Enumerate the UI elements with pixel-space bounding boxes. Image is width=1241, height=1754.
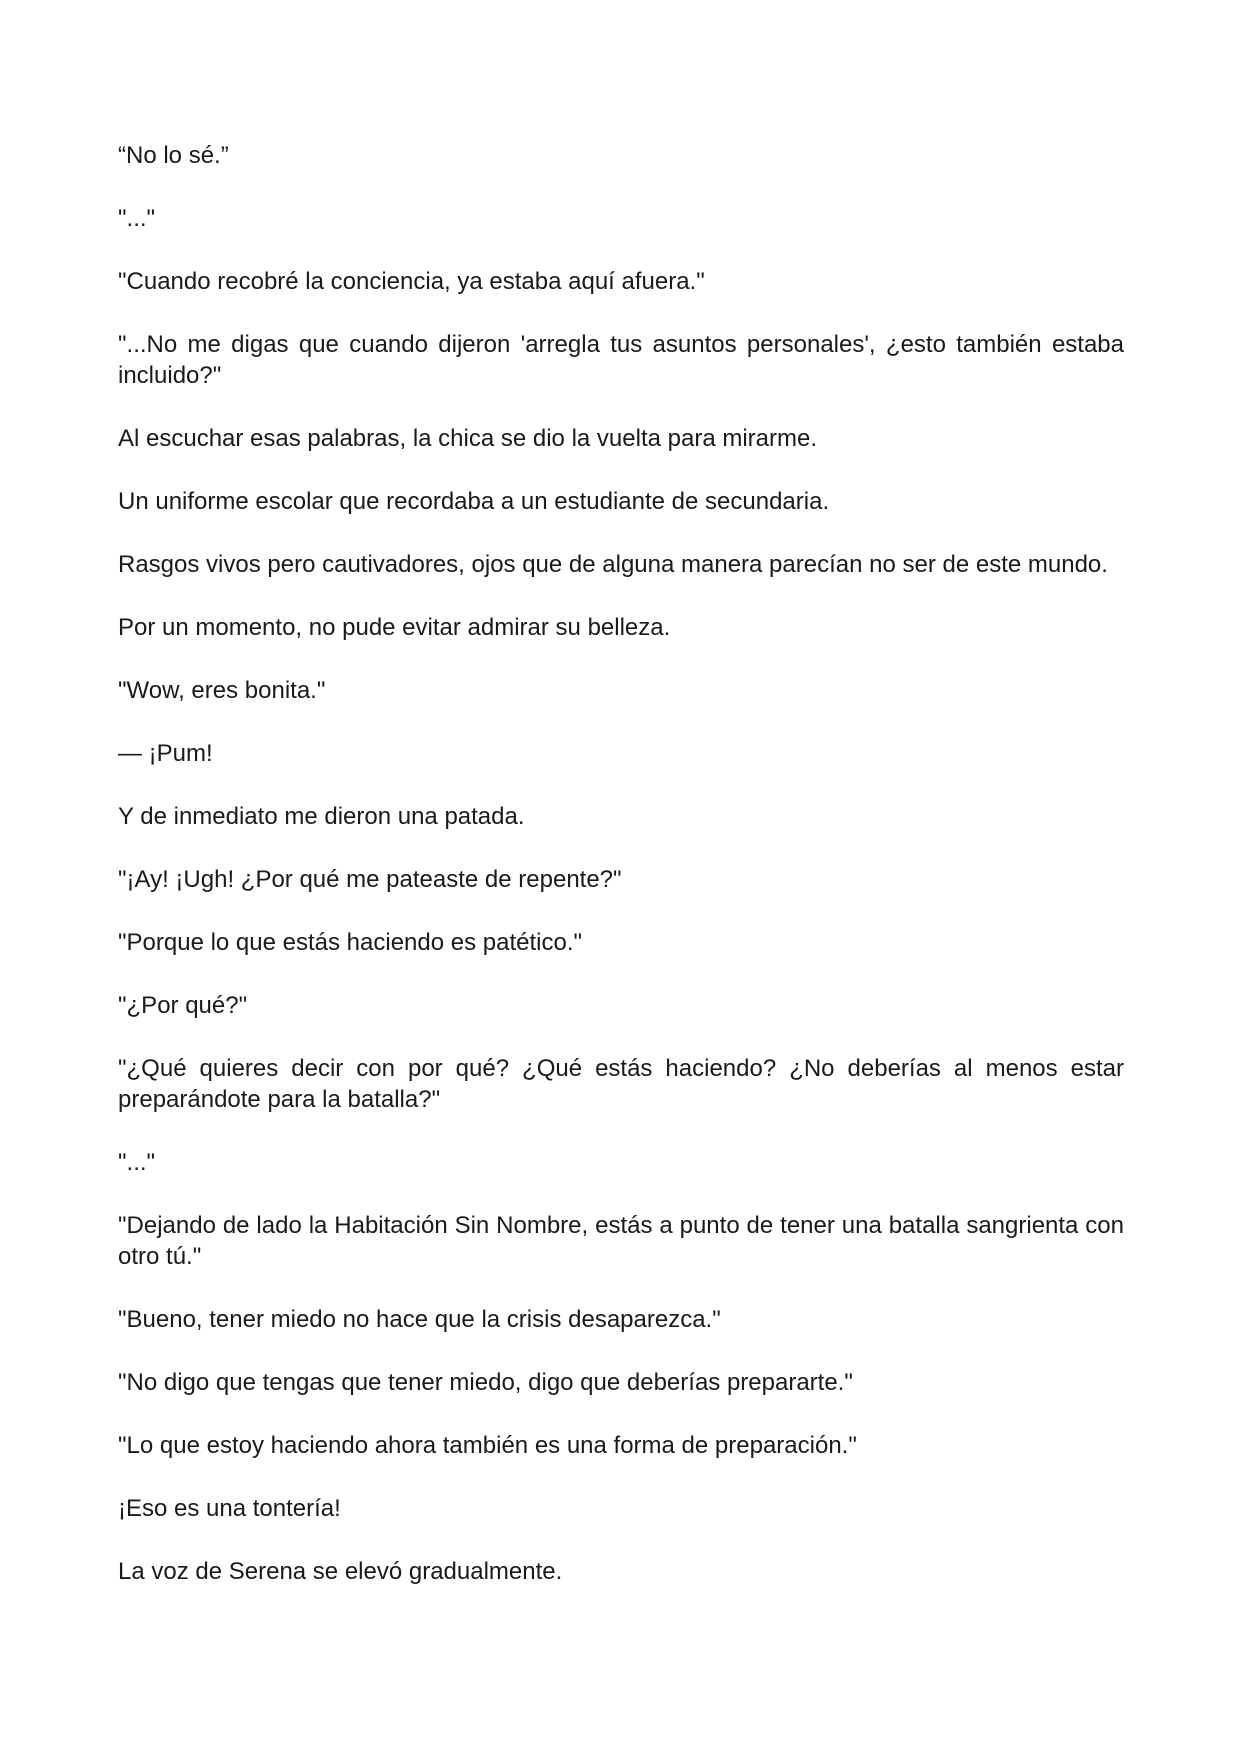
paragraph-1: “No lo sé.” xyxy=(118,142,229,169)
paragraph-11: Y de inmediato me dieron una patada. xyxy=(118,803,525,830)
paragraph-7: Rasgos vivos pero cautivadores, ojos que de alguna manera parecían no ser de este mundo. xyxy=(118,551,1108,578)
paragraph-21: ¡Eso es una tontería! xyxy=(118,1495,341,1522)
paragraph-18: "Bueno, tener miedo no hace que la crisis desaparezca." xyxy=(118,1306,721,1333)
paragraph-20: "Lo que estoy haciendo ahora también es una forma de preparación." xyxy=(118,1432,857,1459)
text-column xyxy=(118,140,1124,1619)
paragraph-6: Un uniforme escolar que recordaba a un estudiante de secundaria. xyxy=(118,488,830,515)
paragraph-14: "¿Por qué?" xyxy=(118,992,248,1019)
paragraph-19: "No digo que tengas que tener miedo, digo que deberías prepararte." xyxy=(118,1369,853,1396)
paragraph-16: "..." xyxy=(118,1149,156,1176)
paragraph-5: Al escuchar esas palabras, la chica se dio la vuelta para mirarme. xyxy=(118,425,817,452)
paragraph-17: "Dejando de lado la Habitación Sin Nombre, estás a punto de tener una batalla sangrienta con otro tú." xyxy=(118,1212,1124,1270)
paragraph-15: "¿Qué quieres decir con por qué? ¿Qué estás haciendo? ¿No deberías al menos estar preparándote para la batalla?" xyxy=(118,1055,1124,1113)
paragraph-8: Por un momento, no pude evitar admirar su belleza. xyxy=(118,614,671,641)
paragraph-3: "Cuando recobré la conciencia, ya estaba aquí afuera." xyxy=(118,268,705,295)
paragraph-9: "Wow, eres bonita." xyxy=(118,677,326,704)
paragraph-4: "...No me digas que cuando dijeron 'arregla tus asuntos personales', ¿esto también estaba incluido?" xyxy=(118,331,1124,389)
paragraph-22: La voz de Serena se elevó gradualmente. xyxy=(118,1558,563,1585)
paragraph-10: — ¡Pum! xyxy=(118,740,213,767)
paragraph-12: "¡Ay! ¡Ugh! ¿Por qué me pateaste de repente?" xyxy=(118,866,622,893)
paragraph-2: "..." xyxy=(118,205,156,232)
paragraph-13: "Porque lo que estás haciendo es patético." xyxy=(118,929,583,956)
